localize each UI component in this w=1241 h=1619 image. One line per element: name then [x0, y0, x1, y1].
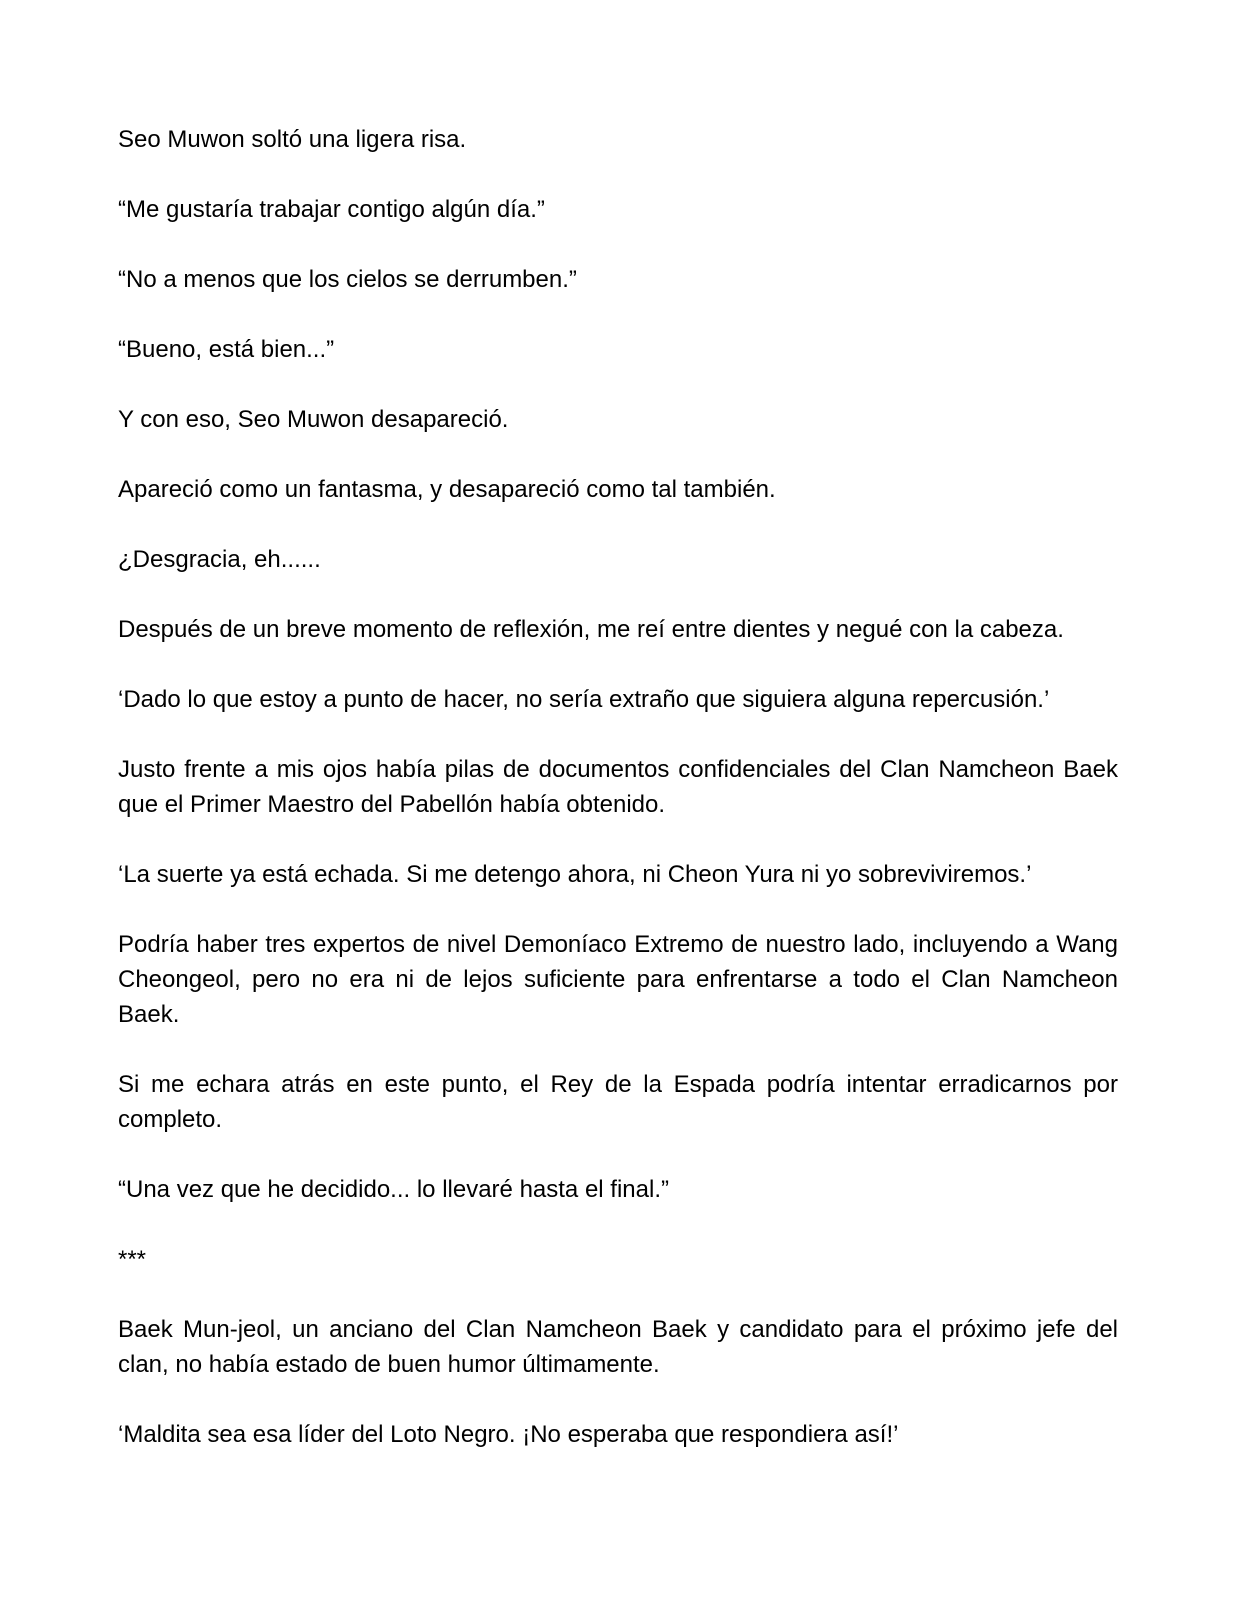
paragraph: Justo frente a mis ojos había pilas de documentos confidenciales del Clan Namcheon Baek que el Primer Maestro del Pabellón había obtenido.	[118, 756, 1118, 818]
paragraph: “Una vez que he decidido... lo llevaré hasta el final.”	[118, 1176, 669, 1203]
paragraph: Seo Muwon soltó una ligera risa.	[118, 126, 467, 153]
paragraph: Podría haber tres expertos de nivel Demoníaco Extremo de nuestro lado, incluyendo a Wang Cheongeol, pero no era ni de lejos suficiente para enfrentarse a todo el Clan Namcheon Baek.	[118, 931, 1118, 1028]
paragraph: Baek Mun-jeol, un anciano del Clan Namcheon Baek y candidato para el próximo jefe del clan, no había estado de buen humor últimamente.	[118, 1316, 1118, 1378]
paragraph: Apareció como un fantasma, y desapareció como tal también.	[118, 476, 776, 503]
paragraph: “Bueno, está bien...”	[118, 336, 335, 363]
paragraph: Y con eso, Seo Muwon desapareció.	[118, 406, 509, 433]
paragraph: “No a menos que los cielos se derrumben.”	[118, 266, 577, 293]
paragraph: ¿Desgracia, eh......	[118, 546, 321, 573]
paragraph: Si me echara atrás en este punto, el Rey de la Espada podría intentar erradicarnos por completo.	[118, 1071, 1118, 1133]
paragraph: “Me gustaría trabajar contigo algún día.”	[118, 196, 545, 223]
paragraph: Después de un breve momento de reflexión, me reí entre dientes y negué con la cabeza.	[118, 616, 1064, 643]
scene-break: ***	[118, 1246, 147, 1273]
paragraph: ‘Maldita sea esa líder del Loto Negro. ¡No esperaba que respondiera así!’	[118, 1421, 899, 1448]
paragraph: ‘Dado lo que estoy a punto de hacer, no sería extraño que siguiera alguna repercusión.’	[118, 686, 1050, 713]
paragraph: ‘La suerte ya está echada. Si me detengo ahora, ni Cheon Yura ni yo sobreviviremos.’	[118, 861, 1032, 888]
document-body	[118, 122, 1118, 1487]
